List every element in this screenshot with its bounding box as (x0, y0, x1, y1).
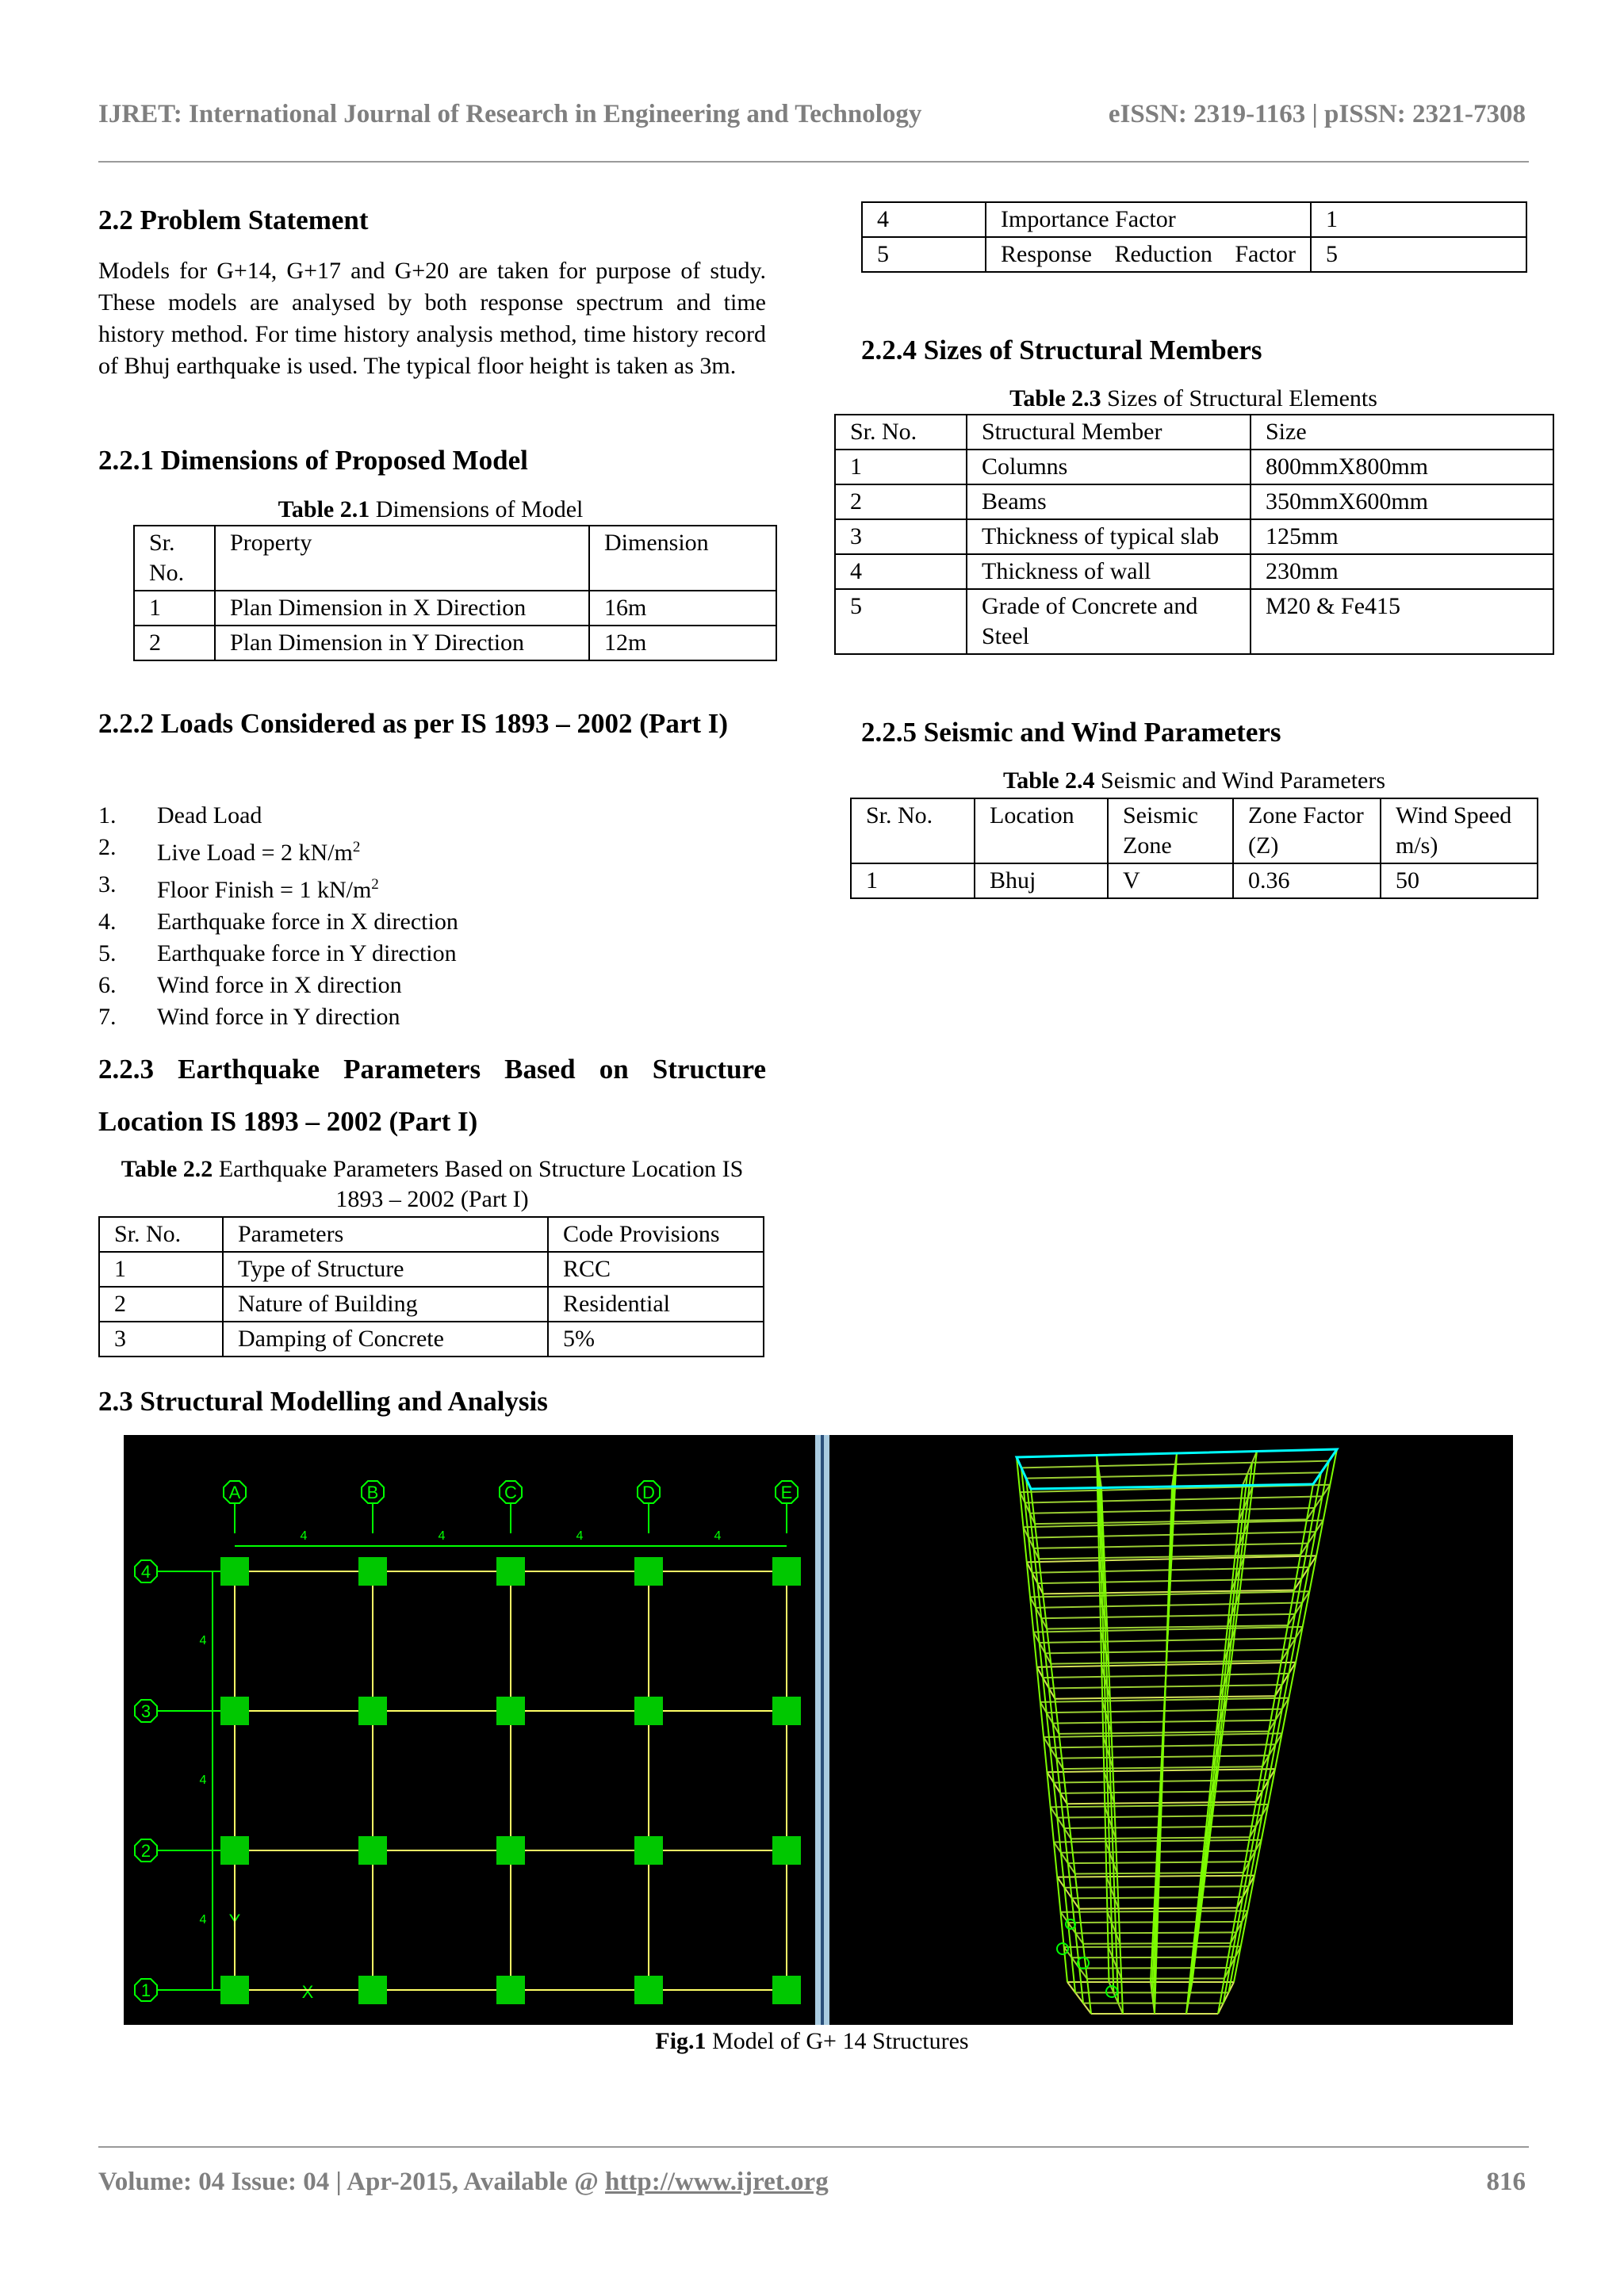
table-row (99, 1217, 764, 1252)
section-2-2-2-title: 2.2.2 Loads Considered as per IS 1893 – 2002 (Part I) (98, 708, 729, 739)
table-row (851, 798, 1538, 863)
list-item: 2. Live Load = 2 $kN/m^2$ (98, 834, 361, 866)
table-cell: 50 (1381, 863, 1538, 898)
table-cell: 16m (589, 591, 776, 626)
table-cell: 230mm (1251, 554, 1553, 589)
table-cell: 12m (589, 626, 776, 660)
table-row (835, 415, 1553, 450)
table-row (99, 1252, 764, 1287)
table-cell: 5 (835, 589, 967, 654)
table-header-cell: Sr. No. (835, 415, 967, 450)
table-cell: Nature of Building (223, 1287, 548, 1322)
table-row (835, 484, 1553, 519)
table-2-4-title: Seismic and Wind Parameters (1101, 767, 1386, 794)
table-2-2-title: Earthquake Parameters Based on Structure Location IS 1893 – 2002 (Part I) (218, 1156, 744, 1212)
figure-1-label: Fig.1 (655, 2028, 707, 2054)
journal-link[interactable]: http://www.ijret.org (605, 2168, 829, 2196)
header-rule (98, 161, 1529, 163)
table-cell: Type of Structure (223, 1252, 548, 1287)
section-2-2-5-title: 2.2.5 Seismic and Wind Parameters (861, 717, 1281, 748)
frame-member (1108, 1947, 1121, 1979)
dim-label: 4 (199, 1774, 207, 1787)
table-cell: 350mmX600mm (1251, 484, 1553, 519)
table-header-cell: Structural Member (967, 415, 1251, 450)
frame-member (1031, 1489, 1091, 2014)
table-cell: 1 (99, 1252, 223, 1287)
grid-label: 3 (140, 1701, 151, 1721)
table-2-2 (98, 1216, 764, 1357)
table-2-4-caption (850, 766, 1538, 796)
axis-label: X (301, 1982, 314, 2002)
section-2-2-title: 2.2 Problem Statement (98, 205, 369, 235)
table-row (835, 519, 1553, 554)
table-cell: Response Reduction Factor (986, 237, 1311, 272)
table-cell: Plan Dimension in Y Direction (215, 626, 589, 660)
section-2-3-title: 2.3 Structural Modelling and Analysis (98, 1386, 548, 1417)
table-cell: Grade of Concrete and Steel (967, 589, 1251, 654)
running-header (98, 95, 1526, 136)
table-cell: 125mm (1251, 519, 1553, 554)
issn: eISSN: 2319-1163 | pISSN: 2321-7308 (1108, 100, 1526, 128)
table-cell: 1 (1311, 202, 1526, 237)
table-cell: Beams (967, 484, 1251, 519)
table-cell: 1 (134, 591, 215, 626)
table-cell: Residential (548, 1287, 764, 1322)
table-row (862, 237, 1526, 272)
table-2-3-caption (834, 384, 1553, 414)
table-cell: Thickness of typical slab (967, 519, 1251, 554)
grid-label: 4 (140, 1562, 151, 1582)
journal-name: IJRET: International Journal of Research in Engineering and Technology (98, 100, 922, 128)
table-cell: Plan Dimension in X Direction (215, 591, 589, 626)
frame-member (1021, 1468, 1075, 1992)
table-cell: 5 (1311, 237, 1526, 272)
table-row (835, 450, 1553, 484)
table-header-cell: Property (215, 526, 589, 591)
dim-label: 4 (576, 1529, 584, 1543)
table-2-3-title: Sizes of Structural Elements (1107, 385, 1377, 411)
footer-volume: Volume: 04 Issue: 04 | Apr-2015, Available @ http://www.ijret.org (98, 2168, 829, 2196)
table-cell: V (1108, 863, 1233, 898)
table-header-cell: Seismic Zone (1108, 798, 1233, 863)
dim-label: 4 (199, 1634, 207, 1647)
frame-member (1107, 1911, 1120, 1943)
table-header-cell: Sr. No. (851, 798, 975, 863)
grid-label: A (228, 1483, 241, 1502)
table-cell: 3 (99, 1322, 223, 1357)
table-cell: Thickness of wall (967, 554, 1251, 589)
table-header-cell: Wind Speed m/s) (1381, 798, 1538, 863)
dim-label: 4 (199, 1913, 207, 1927)
figure-1 (124, 1435, 1513, 2025)
grid-label: D (642, 1483, 655, 1502)
list-item: 7. Wind force in Y direction (98, 1004, 400, 1030)
table-row (862, 202, 1526, 237)
grid-label: E (780, 1483, 793, 1502)
table-cell: RCC (548, 1252, 764, 1287)
table-2-2-caption (119, 1154, 745, 1215)
grid-label: C (504, 1483, 517, 1502)
section-2-2-paragraph: Models for G+14, G+17 and G+20 are taken for purpose of study. These models are analysed by both response spectrum and time history method. For time history analysis method, time history record of Bhuj earthquake is used. The typical floor height is taken as 3m. (98, 258, 766, 379)
dim-label: 4 (300, 1529, 308, 1543)
frame-member (1017, 1457, 1067, 1982)
table-row (99, 1287, 764, 1322)
list-item: 3. Floor Finish = 1 $kN/m^2$ (98, 871, 379, 903)
table-row (851, 863, 1538, 898)
list-item: 1. Dead Load (98, 802, 262, 828)
table-cell: 4 (862, 202, 986, 237)
list-item: 5. Earthquake force in Y direction (98, 940, 457, 966)
dim-label: 4 (438, 1529, 446, 1543)
table-row (835, 589, 1553, 654)
frame-member (1155, 1487, 1172, 2014)
beam-grid (235, 1571, 787, 1990)
table-row (134, 591, 776, 626)
frame-member (1193, 1452, 1258, 1983)
table-2-1-caption (133, 495, 728, 525)
table-header-cell: Zone Factor (Z) (1233, 798, 1381, 863)
table-cell: 2 (134, 626, 215, 660)
table-header-cell: Parameters (223, 1217, 548, 1252)
table-2-2-label: Table 2.2 (121, 1156, 213, 1182)
table-cell: 5 (862, 237, 986, 272)
table-row (134, 526, 776, 591)
table-2-1-label: Table 2.1 (278, 496, 370, 522)
table-header-cell: Size (1251, 415, 1553, 450)
frame-member (1234, 1449, 1337, 1982)
frame-3d-view (829, 1435, 1513, 2025)
table-header-cell: Sr. No. (134, 526, 215, 591)
running-footer (98, 2164, 1526, 2204)
axis-label: Y (228, 1911, 241, 1931)
table-2-1 (133, 525, 777, 661)
table-header-cell: Sr. No. (99, 1217, 223, 1252)
table-cell: 1 (851, 863, 975, 898)
frame-member (1186, 1486, 1243, 2015)
table-cell: 5% (548, 1322, 764, 1357)
figure-divider (815, 1435, 829, 2025)
table-cell: 3 (835, 519, 967, 554)
grid-label: 1 (140, 1980, 151, 2000)
table-cell: 800mmX800mm (1251, 450, 1553, 484)
footer-rule (98, 2146, 1529, 2148)
table-2-3 (834, 414, 1554, 655)
table-cell: 2 (99, 1287, 223, 1322)
table-row (835, 554, 1553, 589)
table-cell: Columns (967, 450, 1251, 484)
loads-list (98, 800, 766, 1033)
table-header-cell: Location (975, 798, 1108, 863)
figure-1-title: Model of G+ 14 Structures (712, 2028, 969, 2054)
frame-member (1218, 1484, 1313, 2014)
table-2-3-label: Table 2.3 (1009, 385, 1101, 411)
table-header-cell: Code Provisions (548, 1217, 764, 1252)
page-number: 816 (1486, 2168, 1526, 2196)
figure-1-caption (98, 2026, 1526, 2057)
table-2-4-label: Table 2.4 (1002, 767, 1095, 794)
table-2-1-title: Dimensions of Model (375, 496, 584, 522)
plan-view (124, 1435, 815, 2025)
table-cell: Bhuj (975, 863, 1108, 898)
grid-label: 2 (140, 1841, 151, 1861)
table-cell: M20 & Fe415 (1251, 589, 1553, 654)
list-item: 6. Wind force in X direction (98, 972, 402, 998)
table-row (134, 626, 776, 660)
table-cell: 0.36 (1233, 863, 1381, 898)
table-cell: 2 (835, 484, 967, 519)
section-2-2-4-title: 2.2.4 Sizes of Structural Members (861, 335, 1262, 365)
table-2-2-continued (861, 201, 1527, 273)
table-cell: 1 (835, 450, 967, 484)
section-2-2-1-title: 2.2.1 Dimensions of Proposed Model (98, 445, 528, 476)
table-header-cell: Dimension (589, 526, 776, 591)
dim-label: 4 (714, 1529, 722, 1543)
section-2-2-3-title: 2.2.3 Earthquake Parameters Based on Structure Location IS 1893 – 2002 (Part I) (98, 1054, 766, 1137)
table-cell: Damping of Concrete (223, 1322, 548, 1357)
grid-label: B (366, 1483, 379, 1502)
table-cell: 4 (835, 554, 967, 589)
table-row (99, 1322, 764, 1357)
table-2-4 (850, 798, 1538, 899)
table-cell: Importance Factor (986, 202, 1311, 237)
list-item: 4. Earthquake force in X direction (98, 909, 458, 935)
